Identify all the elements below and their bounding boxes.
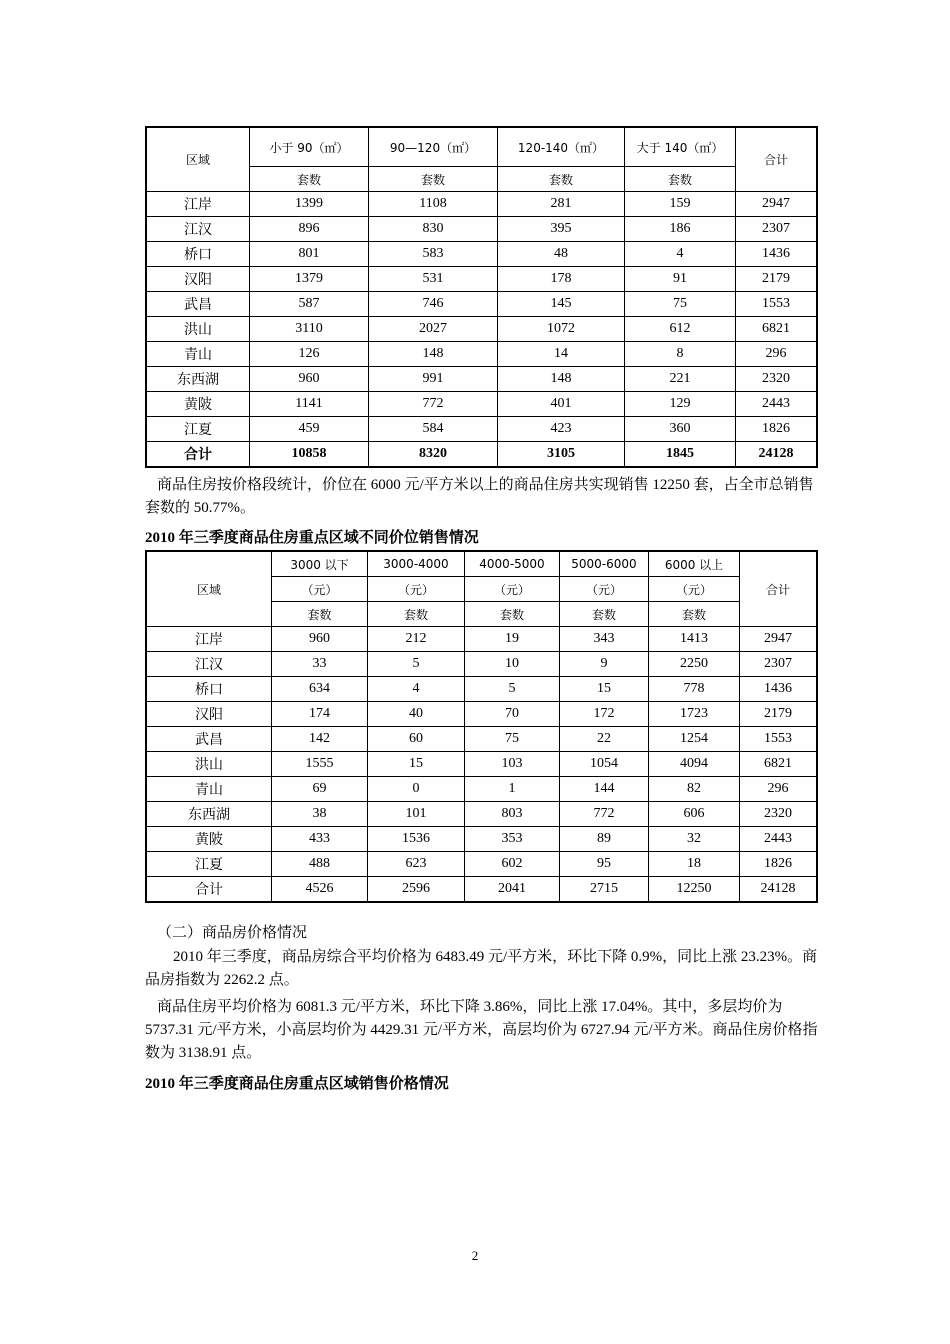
table-row — [146, 367, 817, 392]
value-cell: 40 — [368, 702, 465, 727]
value-cell: 9 — [560, 652, 649, 677]
value-cell: 129 — [625, 392, 736, 417]
total-cell: 6821 — [740, 752, 818, 777]
value-cell: 830 — [369, 217, 498, 242]
price-range-sales-table — [145, 550, 818, 903]
value-cell: 8 — [625, 342, 736, 367]
value-cell: 803 — [465, 802, 560, 827]
table-row — [146, 677, 817, 702]
total-cell: 2320 — [740, 802, 818, 827]
header-unit: 套数 — [369, 167, 498, 192]
table-row — [146, 852, 817, 877]
value-cell: 18 — [649, 852, 740, 877]
value-cell: 4 — [625, 242, 736, 267]
region-cell: 黄陂 — [146, 827, 272, 852]
region-cell: 洪山 — [146, 752, 272, 777]
header-unit: 套数 — [250, 167, 369, 192]
value-cell: 32 — [649, 827, 740, 852]
value-cell: 148 — [498, 367, 625, 392]
header-range: 4000-5000 — [465, 551, 560, 577]
value-cell: 1254 — [649, 727, 740, 752]
value-cell: 459 — [250, 417, 369, 442]
page-number: 2 — [471, 1248, 479, 1263]
value-cell: 4526 — [272, 877, 368, 903]
value-cell: 82 — [649, 777, 740, 802]
value-cell: 10 — [465, 652, 560, 677]
value-cell: 343 — [560, 627, 649, 652]
value-cell: 4 — [368, 677, 465, 702]
paragraph-commercial-price: 2010 年三季度，商品房综合平均价格为 6483.49 元/平方米，环比下降 0.9%，同比上涨 23.23%。商品房指数为 2262.2 点。 — [145, 949, 818, 988]
region-cell: 江夏 — [146, 417, 250, 442]
value-cell: 159 — [625, 192, 736, 217]
total-cell: 2947 — [740, 627, 818, 652]
value-cell: 778 — [649, 677, 740, 702]
value-cell: 2250 — [649, 652, 740, 677]
total-cell: 2443 — [736, 392, 818, 417]
value-cell: 587 — [250, 292, 369, 317]
region-cell: 江汉 — [146, 652, 272, 677]
table-row — [146, 827, 817, 852]
table-row — [146, 217, 817, 242]
value-cell: 488 — [272, 852, 368, 877]
region-cell: 江岸 — [146, 627, 272, 652]
value-cell: 896 — [250, 217, 369, 242]
value-cell: 433 — [272, 827, 368, 852]
total-cell: 296 — [740, 777, 818, 802]
region-cell: 江岸 — [146, 192, 250, 217]
value-cell: 172 — [560, 702, 649, 727]
region-cell: 青山 — [146, 777, 272, 802]
value-cell: 0 — [368, 777, 465, 802]
value-cell: 3105 — [498, 442, 625, 468]
value-cell: 38 — [272, 802, 368, 827]
region-cell: 东西湖 — [146, 802, 272, 827]
header-col: 小于 90（㎡） — [250, 127, 369, 167]
value-cell: 145 — [498, 292, 625, 317]
header-count: 套数 — [649, 602, 740, 627]
value-cell: 101 — [368, 802, 465, 827]
value-cell: 1141 — [250, 392, 369, 417]
value-cell: 22 — [560, 727, 649, 752]
total-cell: 2307 — [736, 217, 818, 242]
header-region: 区域 — [146, 127, 250, 192]
header-unit: （元） — [465, 577, 560, 602]
value-cell: 1399 — [250, 192, 369, 217]
value-cell: 583 — [369, 242, 498, 267]
paragraph-price-segment: 商品住房按价格段统计，价位在 6000 元/平方米以上的商品住房共实现销售 12250 套，占全市总销售套数的 50.77%。 — [145, 477, 814, 516]
header-count: 套数 — [465, 602, 560, 627]
total-cell: 1436 — [740, 677, 818, 702]
value-cell: 5 — [368, 652, 465, 677]
table-row — [146, 627, 817, 652]
value-cell: 75 — [465, 727, 560, 752]
value-cell: 2596 — [368, 877, 465, 903]
value-cell: 602 — [465, 852, 560, 877]
value-cell: 1845 — [625, 442, 736, 468]
table-row — [146, 342, 817, 367]
value-cell: 634 — [272, 677, 368, 702]
header-count: 套数 — [368, 602, 465, 627]
value-cell: 960 — [272, 627, 368, 652]
value-cell: 148 — [369, 342, 498, 367]
total-cell: 1826 — [740, 852, 818, 877]
area-sales-table — [145, 126, 818, 468]
value-cell: 4094 — [649, 752, 740, 777]
value-cell: 3110 — [250, 317, 369, 342]
value-cell: 8320 — [369, 442, 498, 468]
table-row — [146, 752, 817, 777]
value-cell: 612 — [625, 317, 736, 342]
total-cell: 24128 — [736, 442, 818, 468]
region-cell: 合计 — [146, 877, 272, 903]
value-cell: 48 — [498, 242, 625, 267]
header-unit: 套数 — [498, 167, 625, 192]
value-cell: 174 — [272, 702, 368, 727]
region-cell: 武昌 — [146, 292, 250, 317]
header-total: 合计 — [736, 127, 818, 192]
header-total: 合计 — [740, 551, 818, 627]
header-col: 大于 140（㎡） — [625, 127, 736, 167]
value-cell: 33 — [272, 652, 368, 677]
value-cell: 103 — [465, 752, 560, 777]
value-cell: 15 — [560, 677, 649, 702]
value-cell: 5 — [465, 677, 560, 702]
value-cell: 1723 — [649, 702, 740, 727]
table-row — [146, 317, 817, 342]
region-cell: 黄陂 — [146, 392, 250, 417]
header-range: 6000 以上 — [649, 551, 740, 577]
region-cell: 江汉 — [146, 217, 250, 242]
table-row — [146, 702, 817, 727]
table-row — [146, 802, 817, 827]
region-cell: 东西湖 — [146, 367, 250, 392]
total-cell: 6821 — [736, 317, 818, 342]
value-cell: 186 — [625, 217, 736, 242]
value-cell: 12250 — [649, 877, 740, 903]
table-row — [146, 652, 817, 677]
header-unit: （元） — [560, 577, 649, 602]
total-cell: 1553 — [736, 292, 818, 317]
value-cell: 353 — [465, 827, 560, 852]
table-total-row — [146, 442, 817, 468]
total-cell: 1826 — [736, 417, 818, 442]
table-row — [146, 727, 817, 752]
header-unit: （元） — [368, 577, 465, 602]
region-cell: 武昌 — [146, 727, 272, 752]
value-cell: 178 — [498, 267, 625, 292]
total-cell: 24128 — [740, 877, 818, 903]
table-row — [146, 392, 817, 417]
value-cell: 95 — [560, 852, 649, 877]
table-row — [146, 777, 817, 802]
region-cell: 桥口 — [146, 677, 272, 702]
region-cell: 江夏 — [146, 852, 272, 877]
value-cell: 606 — [649, 802, 740, 827]
table-row — [146, 192, 817, 217]
section-heading: 2010 年三季度商品住房重点区域销售价格情况 — [145, 1076, 449, 1092]
section-title: （二）商品房价格情况 — [157, 925, 308, 941]
value-cell: 1413 — [649, 627, 740, 652]
value-cell: 960 — [250, 367, 369, 392]
region-cell: 洪山 — [146, 317, 250, 342]
value-cell: 69 — [272, 777, 368, 802]
header-col: 120-140（㎡） — [498, 127, 625, 167]
value-cell: 1379 — [250, 267, 369, 292]
value-cell: 19 — [465, 627, 560, 652]
header-unit: （元） — [272, 577, 368, 602]
paragraph-residential-price: 商品住房平均价格为 6081.3 元/平方米，环比下降 3.86%，同比上涨 17.04%。其中，多层均价为 5737.31 元/平方米，小高层均价为 4429.31 元/平方米，高层均价为 6727.94 元/平方米。商品住房价格指数为 3138.91 点。 — [145, 999, 818, 1061]
header-range: 5000-6000 — [560, 551, 649, 577]
value-cell: 91 — [625, 267, 736, 292]
value-cell: 144 — [560, 777, 649, 802]
value-cell: 584 — [369, 417, 498, 442]
total-cell: 2307 — [740, 652, 818, 677]
header-count: 套数 — [560, 602, 649, 627]
value-cell: 14 — [498, 342, 625, 367]
value-cell: 991 — [369, 367, 498, 392]
value-cell: 2715 — [560, 877, 649, 903]
value-cell: 395 — [498, 217, 625, 242]
header-count: 套数 — [272, 602, 368, 627]
value-cell: 2041 — [465, 877, 560, 903]
region-cell: 汉阳 — [146, 702, 272, 727]
header-col: 90—120（㎡） — [369, 127, 498, 167]
total-cell: 2443 — [740, 827, 818, 852]
total-cell: 2179 — [736, 267, 818, 292]
value-cell: 2027 — [369, 317, 498, 342]
value-cell: 281 — [498, 192, 625, 217]
value-cell: 1555 — [272, 752, 368, 777]
table-row — [146, 267, 817, 292]
value-cell: 1108 — [369, 192, 498, 217]
region-cell: 桥口 — [146, 242, 250, 267]
total-cell: 2179 — [740, 702, 818, 727]
value-cell: 801 — [250, 242, 369, 267]
value-cell: 1536 — [368, 827, 465, 852]
header-region: 区域 — [146, 551, 272, 627]
region-cell: 汉阳 — [146, 267, 250, 292]
header-range: 3000-4000 — [368, 551, 465, 577]
header-unit: （元） — [649, 577, 740, 602]
table-row — [146, 417, 817, 442]
value-cell: 360 — [625, 417, 736, 442]
value-cell: 89 — [560, 827, 649, 852]
header-unit: 套数 — [625, 167, 736, 192]
table-row — [146, 242, 817, 267]
total-cell: 1436 — [736, 242, 818, 267]
value-cell: 623 — [368, 852, 465, 877]
value-cell: 75 — [625, 292, 736, 317]
value-cell: 772 — [369, 392, 498, 417]
value-cell: 142 — [272, 727, 368, 752]
value-cell: 746 — [369, 292, 498, 317]
value-cell: 70 — [465, 702, 560, 727]
value-cell: 531 — [369, 267, 498, 292]
value-cell: 212 — [368, 627, 465, 652]
value-cell: 1 — [465, 777, 560, 802]
value-cell: 221 — [625, 367, 736, 392]
value-cell: 10858 — [250, 442, 369, 468]
table-total-row — [146, 877, 817, 903]
total-cell: 1553 — [740, 727, 818, 752]
region-cell: 合计 — [146, 442, 250, 468]
total-cell: 2320 — [736, 367, 818, 392]
value-cell: 423 — [498, 417, 625, 442]
value-cell: 126 — [250, 342, 369, 367]
value-cell: 1072 — [498, 317, 625, 342]
total-cell: 296 — [736, 342, 818, 367]
value-cell: 1054 — [560, 752, 649, 777]
header-range: 3000 以下 — [272, 551, 368, 577]
value-cell: 401 — [498, 392, 625, 417]
value-cell: 15 — [368, 752, 465, 777]
table-row — [146, 292, 817, 317]
value-cell: 772 — [560, 802, 649, 827]
section-heading: 2010 年三季度商品住房重点区域不同价位销售情况 — [145, 530, 479, 546]
total-cell: 2947 — [736, 192, 818, 217]
value-cell: 60 — [368, 727, 465, 752]
region-cell: 青山 — [146, 342, 250, 367]
